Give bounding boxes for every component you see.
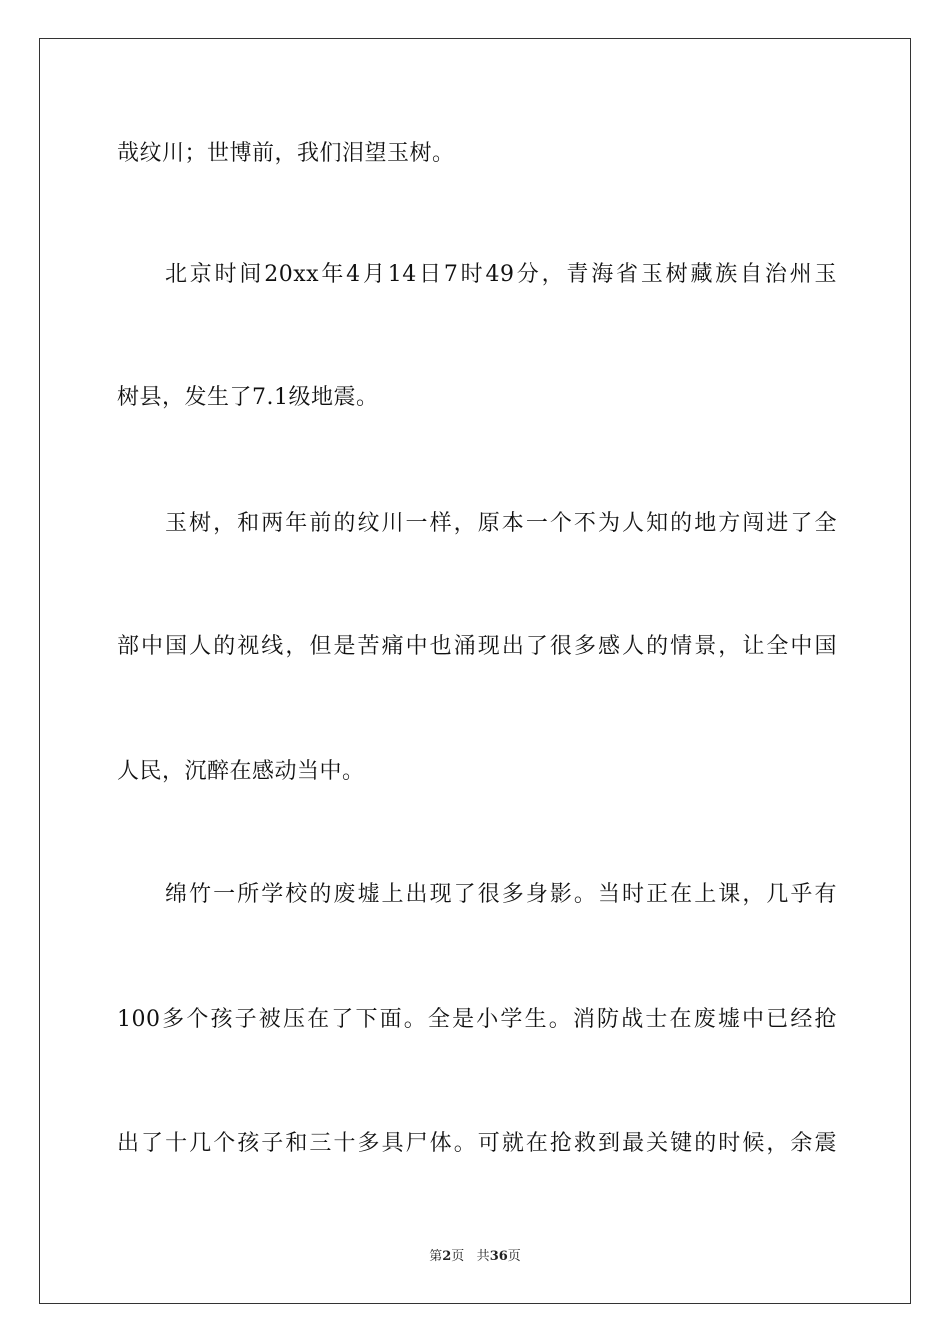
text-line-4: 玉树，和两年前的纹川一样，原本一个不为人知的地方闯进了全 <box>165 511 837 536</box>
footer-page-prefix: 第 <box>429 1249 443 1264</box>
text-line-5: 部中国人的视线，但是苦痛中也涌现出了很多感人的情景，让全中国 <box>117 634 837 659</box>
page-footer <box>0 1248 950 1266</box>
footer-page-suffix: 页 <box>451 1249 465 1264</box>
text-line-7: 绵竹一所学校的废墟上出现了很多身影。当时正在上课，几乎有 <box>165 882 837 907</box>
footer-total-prefix: 共 <box>476 1249 490 1264</box>
footer-page-number: 2 <box>442 1249 452 1264</box>
text-line-9: 出了十几个孩子和三十多具尸体。可就在抢救到最关键的时候，余震 <box>117 1131 837 1156</box>
text-line-2: 北京时间20xx年4月14日7时49分，青海省玉树藏族自治州玉 <box>165 262 837 287</box>
page-border <box>39 38 911 1304</box>
text-line-1: 哉纹川；世博前，我们泪望玉树。 <box>117 141 455 166</box>
footer-total-pages: 36 <box>489 1249 508 1264</box>
text-line-3: 树县，发生了7.1级地震。 <box>117 385 379 410</box>
text-line-6: 人民，沉醉在感动当中。 <box>117 759 365 784</box>
text-line-8: 100多个孩子被压在了下面。全是小学生。消防战士在废墟中已经抢 <box>117 1007 837 1032</box>
footer-total-suffix: 页 <box>507 1249 521 1264</box>
